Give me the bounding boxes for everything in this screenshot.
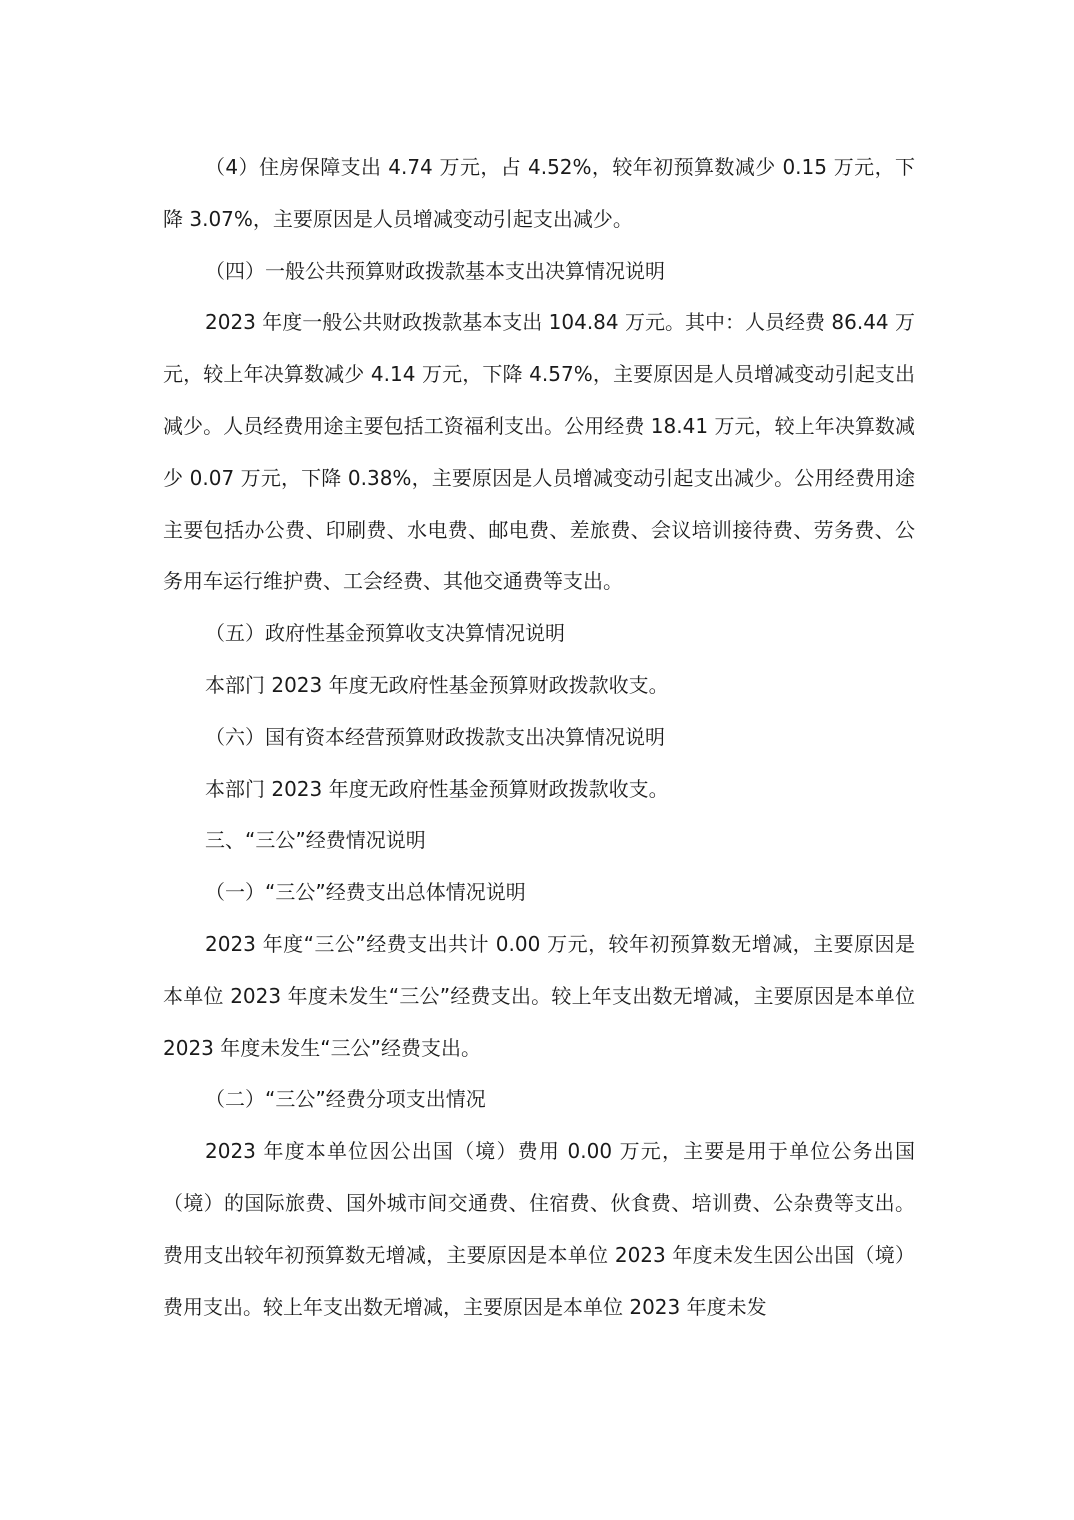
- heading-three-public-items: （二）“三公”经费分项支出情况: [205, 1087, 486, 1112]
- heading-three-public-overall: （一）“三公”经费支出总体情况说明: [205, 880, 526, 905]
- paragraph-overseas-expense: 2023 年度本单位因公出国（境）费用 0.00 万元，主要是用于单位公务出国（境）的国际旅费、国外城市间交通费、住宿费、伙食费、培训费、公杂费等支出。费用支出较年初预算数无增减，主要原因是本单位 2023 年度未发生因公出国（境）费用支出。较上年支出数无增减，主要原因是本单位 2023 年度未发: [163, 1139, 915, 1319]
- paragraph-state-capital: 本部门 2023 年度无政府性基金预算财政拨款收支。: [205, 776, 669, 801]
- heading-basic-expenditure: （四）一般公共预算财政拨款基本支出决算情况说明: [205, 258, 665, 283]
- heading-state-capital: （六）国有资本经营预算财政拨款支出决算情况说明: [205, 724, 665, 749]
- paragraph-housing-expense: （4）住房保障支出 4.74 万元，占 4.52%，较年初预算数减少 0.15 万元，下降 3.07%，主要原因是人员增减变动引起支出减少。: [163, 155, 915, 231]
- heading-three-public: 三、“三公”经费情况说明: [205, 828, 426, 853]
- heading-government-fund: （五）政府性基金预算收支决算情况说明: [205, 621, 565, 646]
- paragraph-government-fund: 本部门 2023 年度无政府性基金预算财政拨款收支。: [205, 672, 669, 697]
- paragraph-three-public-overall: 2023 年度“三公”经费支出共计 0.00 万元，较年初预算数无增减，主要原因是本单位 2023 年度未发生“三公”经费支出。较上年支出数无增减，主要原因是本单位 2023 年度未发生“三公”经费支出。: [163, 931, 915, 1060]
- document-body: [163, 142, 915, 1333]
- paragraph-basic-expenditure: 2023 年度一般公共财政拨款基本支出 104.84 万元。其中：人员经费 86.44 万元，较上年决算数减少 4.14 万元，下降 4.57%，主要原因是人员增减变动引起支出减少。人员经费用途主要包括工资福利支出。公用经费 18.41 万元，较上年决算数减少 0.07 万元，下降 0.38%，主要原因是人员增减变动引起支出减少。公用经费用途主要包括办公费、印刷费、水电费、邮电费、差旅费、会议培训接待费、劳务费、公务用车运行维护费、工会经费、其他交通费等支出。: [163, 310, 915, 594]
